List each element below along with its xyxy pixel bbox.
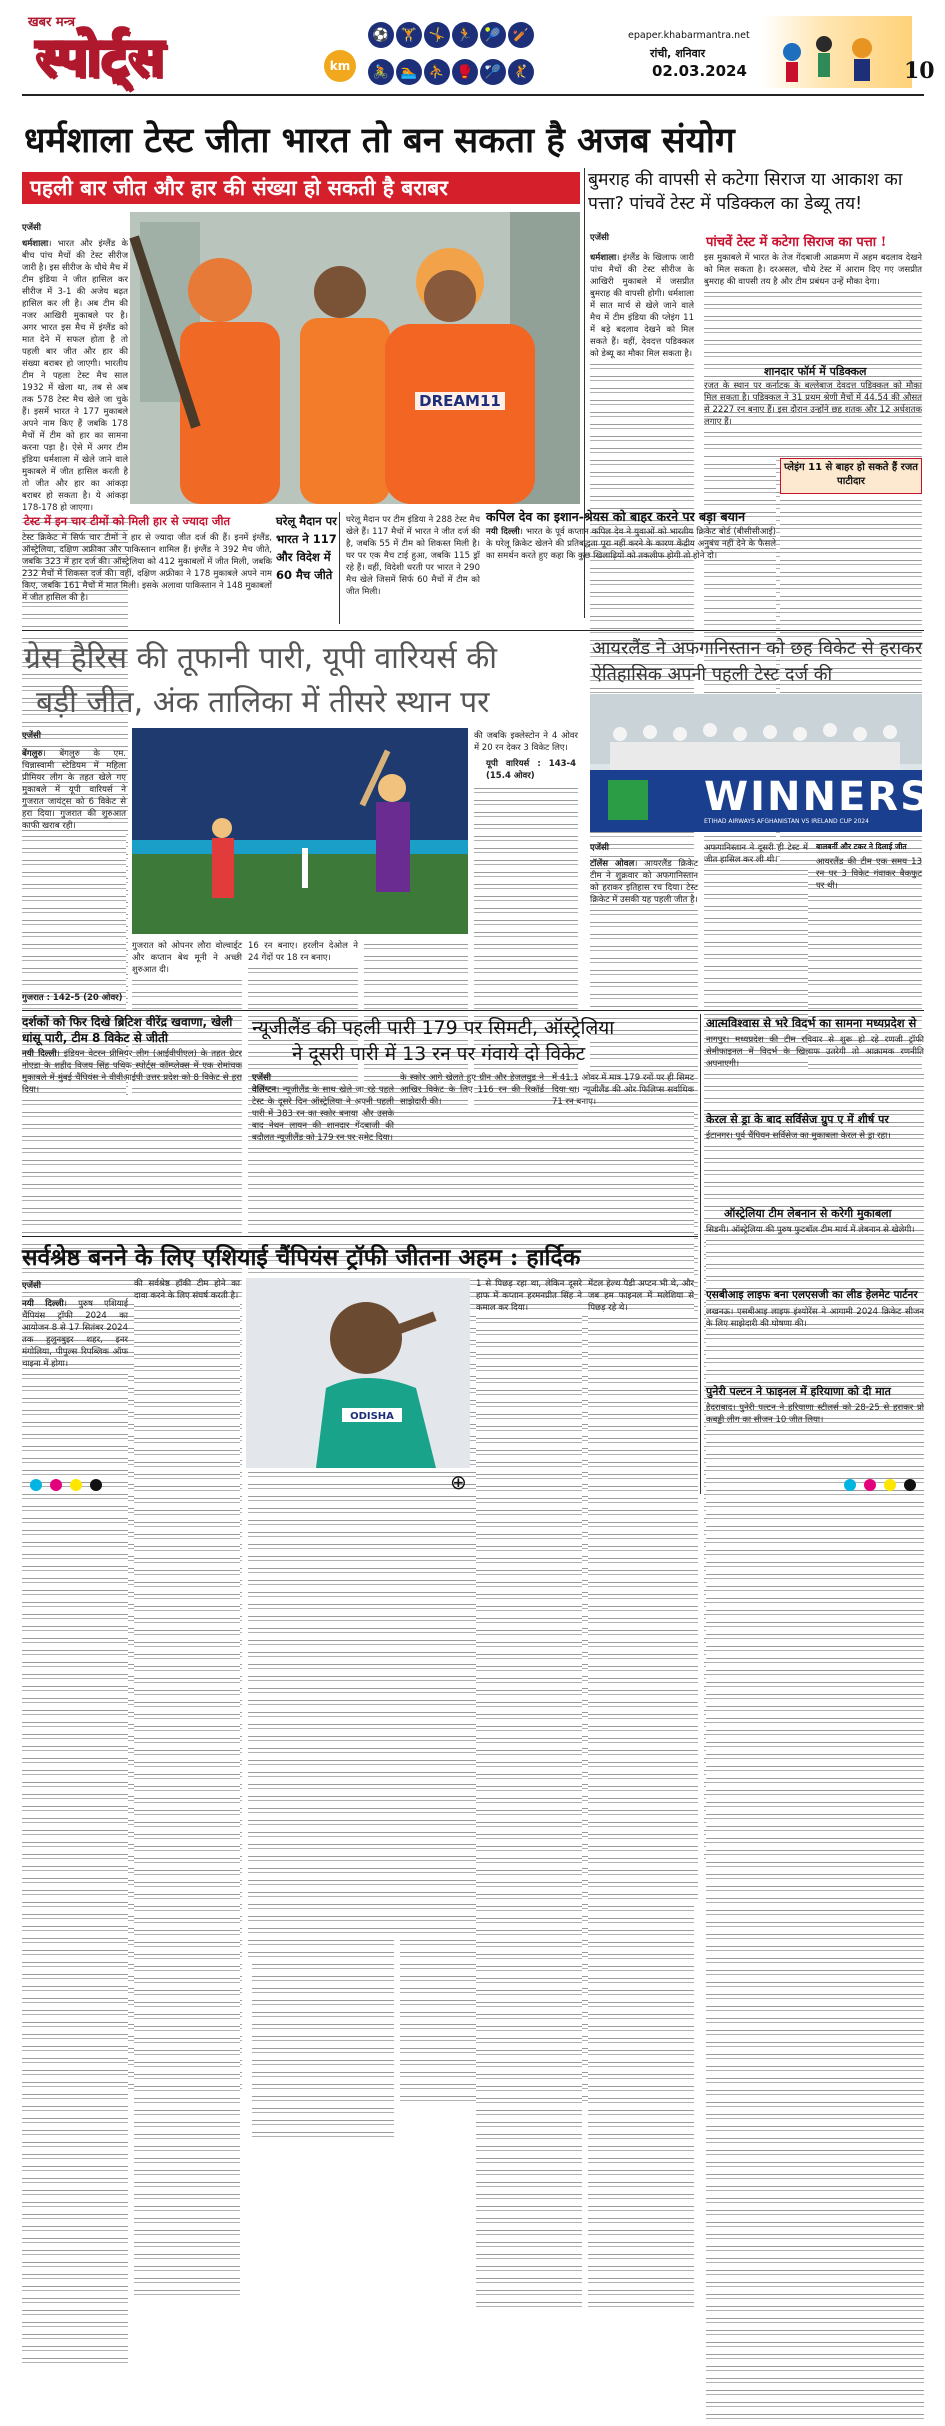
sport-icon: 🏸	[480, 59, 506, 85]
sport-icon: 🎾	[480, 22, 506, 48]
color-dot	[50, 1479, 62, 1491]
ireland-photo	[590, 694, 931, 832]
patidar-col	[780, 496, 922, 622]
ireland-col3: आयरलैंड की टीम एक समय 13 रन पर 3 विकेट गंवाकर बैकफुट पर थी।	[816, 856, 922, 1006]
vidarbha-headline: आत्मविश्वास से भरे विदर्भ का सामना मध्यप्रदेश से	[706, 1016, 917, 1030]
bumrah-byline: एजेंसी	[590, 233, 609, 243]
color-dot	[30, 1479, 42, 1491]
winners-banner: WINNERS	[704, 774, 931, 820]
gujarat-score: गुजरात : 142-5 (20 ओवर)	[22, 993, 123, 1003]
kerala-headline: केरल से ड्रा के बाद सर्विसेज ग्रुप ए में शीर्ष पर	[706, 1113, 889, 1126]
color-dot	[884, 1479, 896, 1491]
hardik-body-text: । पुरुष एशियाई चैंपियंस ट्रॉफी 2024 का आयोजन 8 से 17 सितंबर 2024 तक हुलुनबुइर शहर, इनर मंगोलिया, पीपुल्स रिपब्लिक ऑफ चाइना में होगा।	[22, 1299, 128, 1369]
bumrah-red-sub: पांचवें टेस्ट में कटेगा सिराज का पत्ता !	[706, 235, 887, 250]
kapil-body-text: । भारत के पूर्व कप्तान कपिल देव ने युवाओं को भारतीय क्रिकेट बोर्ड (बीसीसीआई) के घरेलू क्रिकेट खेलने की प्रतिबद्धता पूरा नहीं करने के कारण केंद्रीय अनुबंध नहीं देने के फैसले का समर्थन करते हुए कहा कि कुछ खिलाड़ियों को तकलीफ होगी तो होने दो।	[486, 527, 776, 561]
sport-icon: 🥊	[452, 59, 478, 85]
patidar-box-title: प्लेइंग 11 से बाहर हो सकते हैं रजत पाटीदार	[784, 462, 918, 487]
grace-col3b	[364, 940, 468, 1000]
color-dot	[70, 1479, 82, 1491]
grace-headline-2: बड़ी जीत, अंक तालिका में तीसरे स्थान पर	[36, 685, 490, 720]
jersey-sponsor: DREAM11	[419, 392, 501, 410]
aus-body: सिडनी। ऑस्ट्रेलिया की पुरुष फुटबॉल टीम मार्च में लेबनान से खेलेगी।	[706, 1224, 924, 1284]
sport-icon: 🤾	[508, 59, 534, 85]
masthead-logo-icon: km	[324, 50, 356, 82]
nz-col3: में 41.1 ओवर में मात्र 179 रनों पर ही सिमट दिया था। न्यूजीलैंड की ओर फिलिप्स सर्वाधिक 71 रन बनाए।	[552, 1072, 694, 1232]
hardik-body	[22, 1298, 128, 1468]
aus-headline: ऑस्ट्रेलिया टीम लेबनान से करेगी मुकाबला	[724, 1207, 892, 1220]
bumrah-sub2: शानदार फॉर्म में पडिक्कल	[764, 365, 867, 378]
section-rule	[22, 1236, 698, 1237]
section-rule	[22, 1010, 924, 1011]
lead-byline: एजेंसी	[22, 223, 41, 233]
lsg-headline: एसबीआइ लाइफ बना एलएसजी का लीड हेलमेट पार्टनर	[706, 1289, 918, 1301]
grace-headline-1: ग्रेस हैरिस की तूफानी पारी, यूपी वारियर्स की	[24, 641, 498, 676]
ireland-col3-label: बालबर्नी और टकर ने दिलाई जीत	[816, 842, 907, 851]
nz-byline: एजेंसी	[252, 1073, 271, 1083]
patidar-box	[780, 458, 922, 494]
virender-dateline: नयी दिल्ली	[22, 1049, 57, 1059]
sport-icon: 🏊	[396, 59, 422, 85]
masthead-small-label: खबर मन्त्र	[28, 15, 76, 30]
pune-body: हैदराबाद। पुनेरी पल्टन ने हरियाणा स्टीलर्स को 28-25 से हराकर प्रो कबड्डी लीग का सीजन 10 जीत लिया।	[706, 1402, 924, 1462]
sport-icon: 🤸	[424, 22, 450, 48]
color-dot	[904, 1479, 916, 1491]
grace-body	[22, 748, 126, 988]
ireland-col2: अफगानिस्तान ने दूसरी ही टेस्ट में जीत हासिल कर ली थी।	[704, 842, 808, 1006]
ireland-headline: आयरलैंड ने अफगानिस्तान को छह विकेट से हराकर ऐतिहासिक अपनी पहली टेस्ट दर्ज की	[592, 638, 923, 685]
sport-icon: ⚽	[368, 22, 394, 48]
bumrah-body	[590, 252, 694, 502]
grace-col2: गुजरात को ओपनर लौरा वोल्वार्ड्ट और कप्तान बेथ मूनी ने अच्छी शुरुआत दी।	[132, 940, 242, 1000]
nz-dateline: वेलिंग्टन	[252, 1085, 277, 1095]
color-dot	[864, 1479, 876, 1491]
grace-col4: की जबकि इक्लेस्टोन ने 4 ओवर में 20 रन देकर 3 विकेट लिए।	[474, 731, 578, 753]
home-away-body: घरेलू मैदान पर टीम इंडिया ने 288 टेस्ट मैच खेले हैं। 117 मैचों में भारत ने जीत दर्ज की है, जबकि 55 में टीम को शिकस्त मिली है। घर पर एक मैच टाई हुआ, जबकि 115 ड्रॉ रहे हैं। वहीं, विदेशी धरती पर भारत ने 290 मैच खेले जिसमें सिर्फ 60 मैचों में टीम को जीत मिली।	[346, 515, 480, 597]
nz-body-text: । न्यूजीलैंड के साथ खेले जा रहे पहले टेस्ट के दूसरे दिन ऑस्ट्रेलिया ने अपनी पहली पारी में 383 रन का स्कोर बनाया और उसके बाद नेथन लायन की शानदार गेंदबाजी की बदौलत न्यूजीलैंड को 179 रन पर समेट दिया।	[252, 1085, 394, 1143]
bumrah-body-text: । इंग्लैंड के खिलाफ जारी पांच मैचों की टेस्ट सीरीज के आखिरी मुकाबले में जसप्रीत बुमराह की वापसी होगी। धर्मशाला में सात मार्च से खेले जाने वाले मैच में टीम इंडिया की प्लेइंग 11 में बड़े बदलाव देखने को मिल सकते हैं। वहीं, देवदत्त पडिक्कल को डेब्यू का मौका मिल सकता है।	[590, 253, 694, 359]
ireland-body	[590, 858, 698, 1006]
kapil-dateline: नयी दिल्ली	[486, 527, 520, 537]
stats-body: टेस्ट क्रिकेट में सिर्फ चार टीमों ने हार से ज्यादा जीत दर्ज की हैं। इनमें इंग्लैंड, ऑस्ट्रेलिया, दक्षिण अफ्रीका और पाकिस्तान शामिल हैं। इंग्लैंड ने 392 मैच जीते, जबकि 323 में हार दर्ज की। ऑस्ट्रेलिया को 412 मुकाबलों में जीत मिली, जबकि 232 मैचों में शिकस्त दर्ज की। वहीं, दक्षिण अफ्रीका ने 178 मुकाबले अपने नाम किए, जबकि 161 मैचों में मात मिली। इसके अलावा पाकिस्तान ने 148 मुकाबलों में जीत हासिल की है।	[22, 533, 272, 603]
city-day: रांची, शनिवार	[650, 47, 706, 60]
lead-banner: पहली बार जीत और हार की संख्या हो सकती है बराबर	[22, 172, 580, 204]
grace-col3: 16 रन बनाए। हरलीन देओल ने 24 गेंदों पर 18 रन बनाए।	[248, 940, 358, 1000]
sport-icon: 🏏	[508, 22, 534, 48]
nz-body	[252, 1084, 394, 1232]
divider	[700, 1014, 701, 1494]
website: epaper.khabarmantra.net	[628, 30, 750, 41]
grace-photo	[132, 728, 468, 934]
issue-date: 02.03.2024	[652, 62, 747, 80]
lead-headline: धर्मशाला टेस्ट जीता भारत तो बन सकता है अजब संयोग	[24, 120, 735, 161]
sport-icon: 🚴	[368, 59, 394, 85]
hardik-col4: मेंटल हेल्थ पैडी अप्टन भी थे, और जब हम फाइनल में मलेशिया से पिछड़ रहे थे।	[588, 1278, 694, 1468]
grace-col4b	[474, 784, 578, 1006]
hardik-col2: की सर्वश्रेष्ठ हॉकी टीम होने का दावा करने के लिए संघर्ष करती है।	[134, 1278, 240, 1468]
nz-headline-1: न्यूजीलैंड की पहली पारी 179 पर सिमटी, ऑस्ट्रेलिया	[252, 1017, 615, 1039]
sport-icon: ⛹	[424, 59, 450, 85]
kerala-body: ईटानगर। पूर्व चैंपियन सर्विसेज का मुकाबला केरल से ड्रा रहा।	[706, 1130, 924, 1202]
hardik-dateline: नयी दिल्ली	[22, 1299, 64, 1309]
stats-title: टेस्ट में इन चार टीमों को मिली हार से ज्यादा जीत	[24, 514, 231, 528]
lead-dateline: धर्मशाला	[22, 239, 49, 249]
up-score: यूपी वारियर्स : 143-4 (15.4 ओवर)	[486, 759, 576, 781]
ireland-dateline: टॉलेंस ओवल	[590, 859, 635, 869]
grace-dateline: बेंगलुरु	[22, 749, 43, 759]
virender-headline: दर्शकों को फिर दिखे ब्रिटिश वीरेंद्र खवाणा, खेली धांसू पारी, टीम 8 विकेट से जीती	[22, 1015, 233, 1045]
pune-headline: पुनेरी पल्टन ने फाइनल में हरियाणा को दी मात	[706, 1385, 891, 1398]
virender-body	[22, 1048, 242, 1228]
bumrah-dateline: धर्मशाला	[590, 253, 617, 263]
lsg-body: लखनऊ। एसबीआइ लाइफ इंश्योरेंस ने आगामी 2024 क्रिकेट सीजन के लिए साझेदारी की घोषणा की।	[706, 1306, 924, 1378]
color-dot	[90, 1479, 102, 1491]
winners-banner-small: ETIHAD AIRWAYS AFGHANISTAN VS IRELAND CUP 2024	[704, 818, 869, 825]
hardik-byline: एजेंसी	[22, 1281, 41, 1291]
hardik-jersey: ODISHA	[350, 1411, 394, 1422]
home-away-box	[276, 512, 340, 624]
page-number: 10	[904, 58, 935, 84]
masthead-title: स्पोर्ट्स	[36, 27, 165, 88]
lead-photo	[130, 212, 580, 504]
masthead	[22, 10, 935, 96]
grace-byline: एजेंसी	[22, 731, 41, 741]
hardik-col3: 1 से पिछड़ रहा था, लेकिन दूसरे हाफ में कप्तान हरमनप्रीत सिंह ने कमाल कर दिया।	[476, 1278, 582, 1468]
hardik-photo	[246, 1278, 470, 1468]
section-rule	[22, 630, 924, 631]
sport-icons-grid	[368, 22, 538, 88]
hardik-headline: सर्वश्रेष्ठ बनने के लिए एशियाई चैंपियंस ट्रॉफी जीतना अहम : हार्दिक	[22, 1244, 581, 1271]
ireland-body-text: । आयरलैंड क्रिकेट टीम ने शुक्रवार को अफगानिस्तान को हराकर इतिहास रच दिया। टेस्ट क्रिकेट में उसकी यह पहली जीत है।	[590, 859, 698, 905]
sports-collage	[762, 16, 912, 88]
vidarbha-body: नागपुर। मध्यप्रदेश की टीम रविवार से शुरू हो रहे रणजी ट्रॉफी सेमीफाइनल में विदर्भ के खिलाफ उतरेगी तो आक्रामक रणनीति अपनाएगी।	[706, 1034, 924, 1106]
kapil-headline: कपिल देव का इशान-श्रेयस को बाहर करने पर बड़ा बयान	[486, 509, 746, 524]
virender-body-text: । इंडियन वेटरन प्रीमियर लीग (आईवीपीएल) के तहत ग्रेटर नोएडा के शहीद विजय सिंह पथिक स्पोर्ट्स कॉम्प्लेक्स में एक रोमांचक मुकाबले में मुंबई चैंपियंस ने वीवीआईपी उत्तर प्रदेश को 8 विकेट से हरा दिया।	[22, 1049, 242, 1095]
registration-mark-icon: ⊕	[450, 1470, 467, 1494]
sport-icon: 🏋	[396, 22, 422, 48]
kapil-body	[486, 526, 776, 622]
color-dot	[844, 1479, 856, 1491]
color-marks-right	[840, 1476, 920, 1495]
ireland-byline: एजेंसी	[590, 843, 609, 853]
color-marks-left	[26, 1476, 106, 1495]
lead-body	[22, 238, 128, 513]
nz-col2: के स्कोर आगे खेलते हुए ग्रीन और हेजलवुड ने आखिर विकेट के लिए 116 रन की रिकॉर्ड साझेदारी की।	[400, 1072, 544, 1232]
bumrah-col2: इस मुकाबले में भारत के तेज गेंदबाजी आक्रमण में अहम बदलाव देखने को मिल सकता है। दरअसल, चौथे टेस्ट में आराम दिए गए जसप्रीत बुमराह की वापसी तय है और टीम प्रबंधन उन्हें मौका देगा।	[704, 252, 922, 360]
bumrah-col3: रजत के स्थान पर कर्नाटक के बल्लेबाज देवदत्त पडिक्कल को मौका मिल सकता है। पडिक्कल ने 31 प्रथम श्रेणी मैचों में 44.54 की औसत से 2227 रन बनाए हैं। इस दौरान उन्होंने छह शतक और 12 अर्धशतक लगाए हैं।	[704, 380, 922, 456]
grace-body-text: । बेंगलुरु के एम. चिन्नास्वामी स्टेडियम में महिला प्रीमियर लीग के तहत खेले गए मुकाबले में यूपी वारियर्स ने गुजरात जायंट्स को 6 विकेट से हरा दिया। गुजरात की शुरुआत काफी खराब रही।	[22, 749, 126, 831]
bumrah-headline: बुमराह की वापसी से कटेगा सिराज या आकाश का पत्ता? पांचवें टेस्ट में पडिक्कल का डेब्यू तय!	[588, 170, 903, 214]
home-away-title: घरेलू मैदान पर भारत ने 117 और विदेश में 60 मैच जीते	[276, 514, 337, 582]
nz-headline-2: ने दूसरी पारी में 13 रन पर गंवाये दो विकेट	[292, 1043, 586, 1065]
sport-icon: 🏃	[452, 22, 478, 48]
patidar-col-left	[704, 460, 776, 500]
lead-body-text: । भारत और इंग्लैंड के बीच पांच मैचों की टेस्ट सीरीज जारी है। इस सीरीज के चौथे मैच में टीम इंडिया ने जीत हासिल कर सीरीज में 3-1 की अजेय बढ़त हासिल कर ली है। अब टीम की नजर आखिरी मुकाबले पर है। अगर भारत इस मैच में इंग्लैंड को मात देने में सफल होता है तो पहली बार जीत और हार की संख्या बराबर हो जाएगी। भारतीय टीम ने पहला टेस्ट मैच साल 1932 में खेला था, तब से अब तक 578 टेस्ट मैच खेले जा चुके हैं। इसमें भारत ने 177 मुकाबले अपने नाम किए हैं जबकि 178 मैचों में टीम को हार का सामना करना पड़ा है। ऐसे में अगर टीम इंडिया धर्मशाला में खेले जाने वाले मुकाबले में जीत हासिल करती है तो जीत और हार का आंकड़ा बराबर हो सकता है। ये आंकड़ा 178-178 हो जाएगा।	[22, 239, 128, 513]
